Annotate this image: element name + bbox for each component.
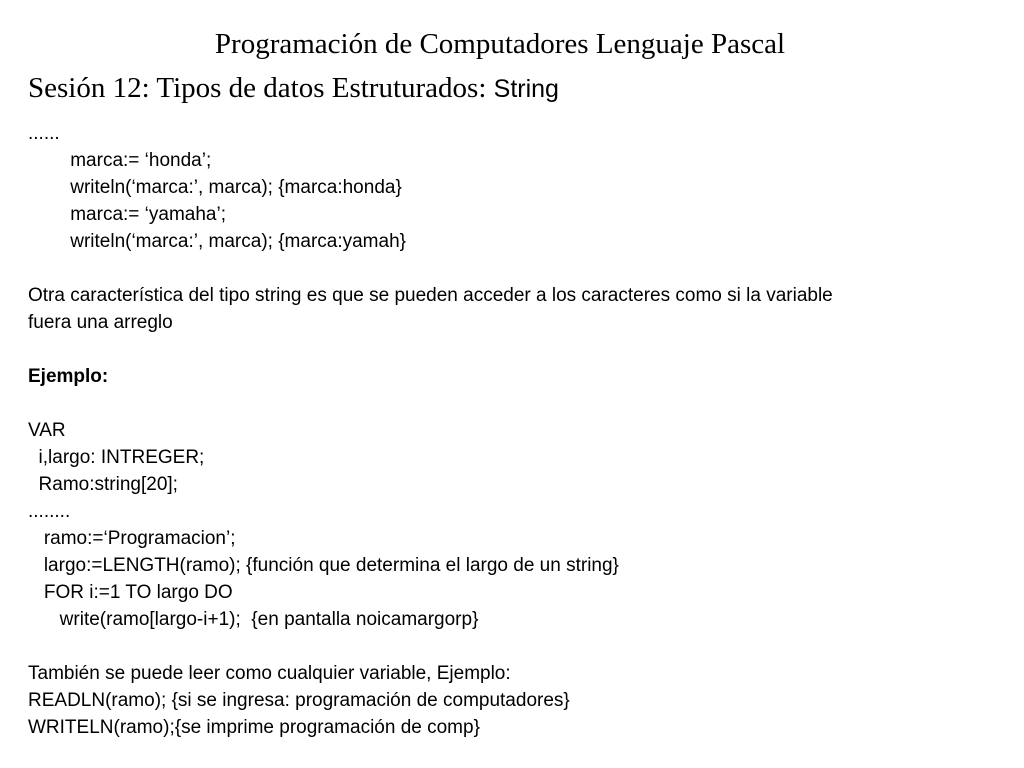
paragraph-line-3: También se puede leer como cualquier variable, Ejemplo: (28, 663, 511, 684)
code-line-writeln-honda: writeln(‘marca:’, marca); {marca:honda} (28, 177, 402, 198)
subtitle-main: Sesión 12: Tipos de datos Estruturados: (28, 72, 494, 104)
code-line-readln: READLN(ramo); {si se ingresa: programación de computadores} (28, 690, 570, 711)
code-line-ramo-decl: Ramo:string[20]; (28, 474, 178, 495)
code-line-write: write(ramo[largo-i+1); {en pantalla noicamargorp} (28, 609, 479, 630)
code-line-marca-honda: marca:= ‘honda’; (28, 150, 212, 171)
code-line-for: FOR i:=1 TO largo DO (28, 582, 233, 603)
code-line-writeln-yamah: writeln(‘marca:’, marca); {marca:yamah} (28, 231, 406, 252)
page-title: Programación de Computadores Lenguaje Pascal (214, 28, 786, 60)
session-subtitle (28, 71, 559, 106)
spacer (28, 255, 833, 282)
paragraph-line-2: fuera una arreglo (28, 312, 173, 333)
subtitle-tail: String (493, 75, 559, 103)
spacer (28, 633, 833, 660)
paragraph-line-1: Otra característica del tipo string es que se pueden acceder a los caracteres como si la variable (28, 285, 833, 306)
ellipsis-line-2: ........ (28, 501, 71, 522)
code-line-i-largo: i,largo: INTREGER; (28, 447, 205, 468)
spacer (28, 390, 833, 417)
slide-body (28, 120, 833, 741)
code-line-ramo-assign: ramo:=‘Programacion’; (28, 528, 236, 549)
code-line-writeln-ramo: WRITELN(ramo);{se imprime programación de comp} (28, 717, 480, 738)
spacer (28, 336, 833, 363)
code-line-marca-yamaha: marca:= ‘yamaha’; (28, 204, 226, 225)
ellipsis-line-1: ...... (28, 123, 60, 144)
example-heading: Ejemplo: (28, 366, 109, 387)
code-line-var: VAR (28, 420, 66, 441)
code-line-largo-length: largo:=LENGTH(ramo); {función que determina el largo de un string} (28, 555, 619, 576)
